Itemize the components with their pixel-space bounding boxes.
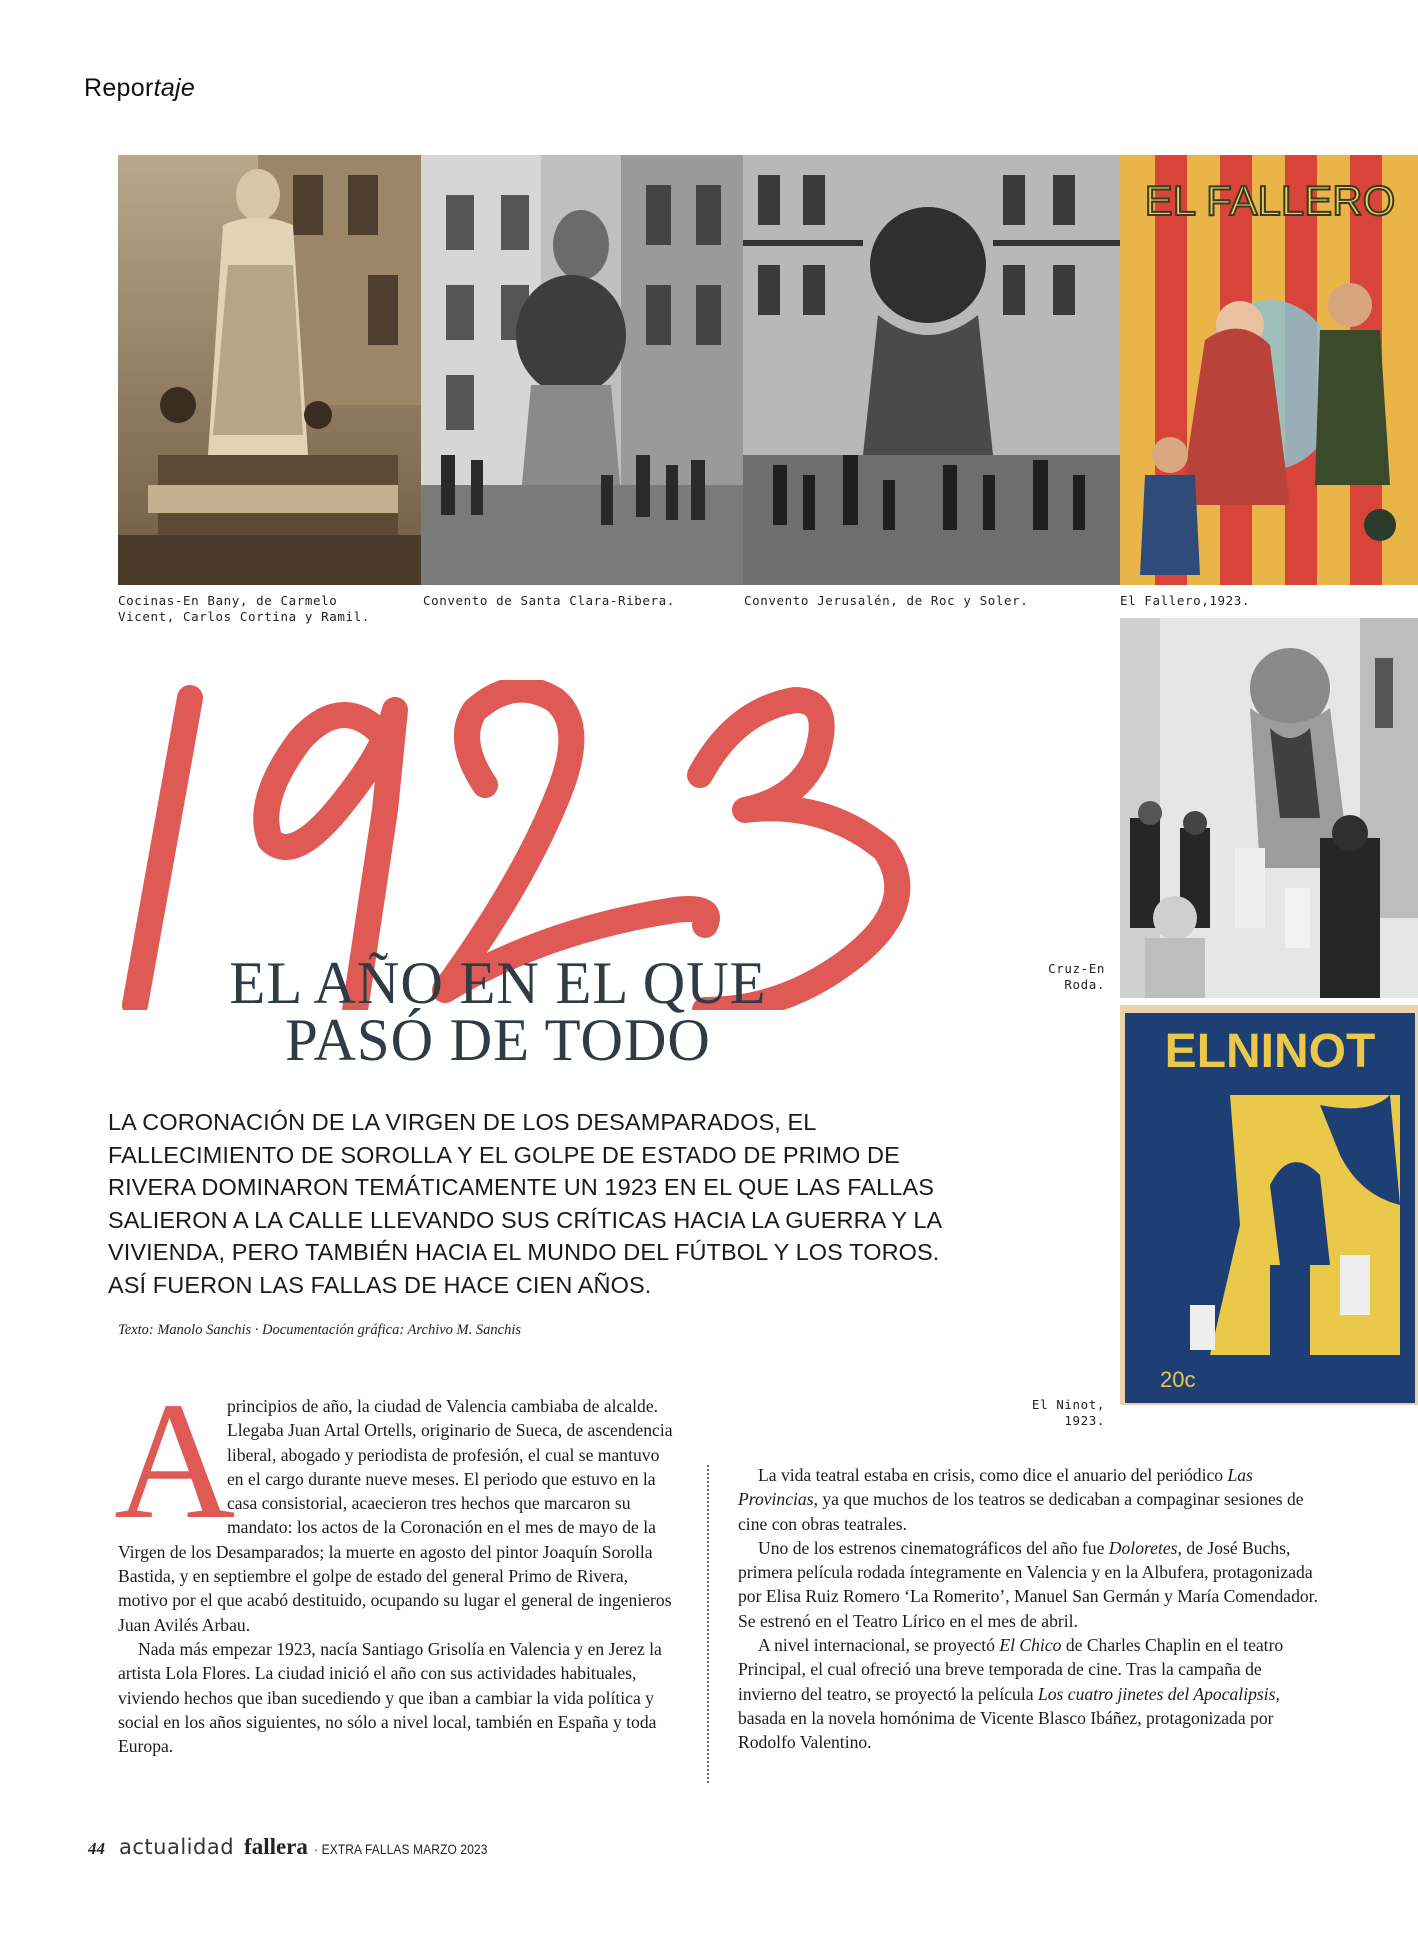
el-ninot-poster-title: ELNINOT — [1164, 1025, 1376, 1078]
magazine-name-bold: fallera — [244, 1834, 308, 1859]
page-footer — [88, 1834, 518, 1860]
photo-cruz-en-roda — [1120, 618, 1418, 998]
caption-convento-jerusalen: Convento Jerusalén, de Roc y Soler. — [744, 593, 1029, 608]
dek-summary: LA CORONACIÓN DE LA VIRGEN DE LOS DESAMPARADOS, EL FALLECIMIENTO DE SOROLLA Y EL GOLPE DE ESTADO DE PRIMO DE RIVERA DOMINARON TEMÁTICAMENTE UN 1923 EN EL QUE LAS FALLAS SALIERON A LA CALLE LLEVANDO SUS CRÍTICAS HACIA LA GUERRA Y LA VIVIENDA, PERO TAMBIÉN HACIA EL MUNDO DEL FÚTBOL Y LOS TOROS. ASÍ FUERON LAS FALLAS DE HACE CIEN AÑOS. — [108, 1109, 941, 1298]
headline-line-1: EL AÑO EN EL QUE — [229, 950, 767, 1016]
photo-cocinas-en-bany — [118, 155, 421, 585]
section-label — [84, 74, 195, 103]
article-column-1 — [114, 1368, 678, 1758]
article-credits: Texto: Manolo Sanchis · Documentación gráfica: Archivo M. Sanchis — [118, 1322, 521, 1338]
photo-el-fallero-poster — [1120, 155, 1418, 585]
photo-convento-jerusalen — [743, 155, 1120, 585]
photo-el-ninot-poster — [1120, 1005, 1418, 1405]
caption-cruz-en-roda: Cruz-En Roda. — [1048, 961, 1105, 992]
headline — [116, 950, 880, 1073]
column-divider — [707, 1465, 709, 1783]
article-paragraph: A principios de año, la ciudad de Valencia cambiaba de alcalde. Llegaba Juan Artal Ortells, originario de Sueca, de ascendencia liberal, abogado y periodista de profesión, el cual se mantuvo en el cargo durante nueve meses. El periodo que estuvo en la casa consistorial, acaecieron tres hechos que marcaron su mandato: los actos de la Coronación en el mes de mayo de la Virgen de los Desamparados; la muerte en agosto del pintor Joaquín Sorolla Bastida, y en septiembre el golpe de estado del general Primo de Rivera, motivo por el que acabó destituido, ocupando su lugar el general de ingenieros Juan Avilés Arbau. — [114, 1368, 673, 1635]
article-paragraph: Nada más empezar 1923, nacía Santiago Grisolía en Valencia y en Jerez la artista Lola Flores. La ciudad inició el año con sus actividades habituales, viviendo hechos que iban sucediendo y que iban a cambiar la vida política y social en los años siguientes, no sólo a nivel local, también en España y toda Europa. — [118, 1638, 662, 1757]
caption-cocinas-en-bany: Cocinas-En Bany, de Carmelo Vicent, Carlos Cortina y Ramil. — [118, 593, 370, 624]
article-column-2 — [738, 1463, 1318, 1755]
article-paragraph: Uno de los estrenos cinematográficos del año fue Doloretes, de José Buchs, primera película rodada íntegramente en Valencia y en la Albufera, protagonizada por Elisa Ruiz Romero ‘La Romerito’, Manuel San Germán y María Comendador. Se estrenó en el Teatro Lírico en el mes de abril. — [738, 1537, 1318, 1631]
newspaper-title: Las Provincias — [738, 1465, 1253, 1510]
svg-text:20c: 20c — [1160, 1367, 1196, 1392]
caption-santa-clara-ribera: Convento de Santa Clara-Ribera. — [423, 593, 675, 608]
article-paragraph: La vida teatral estaba en crisis, como dice el anuario del periódico Las Provincias, ya que muchos de los teatros se dedicaban a compaginar sesiones de cine con obras teatrales. — [738, 1465, 1304, 1534]
caption-el-ninot: El Ninot, 1923. — [1031, 1397, 1105, 1428]
section-label-italic: taje — [153, 74, 196, 102]
page-number: 44 — [88, 1839, 105, 1858]
el-fallero-poster-title: EL FALLERO — [1144, 177, 1396, 224]
drop-cap: A — [114, 1368, 236, 1554]
film-title: Doloretes — [1108, 1537, 1178, 1558]
year-digit-2 — [445, 690, 707, 990]
headline-line-2: PASÓ DE TODO — [285, 1007, 711, 1073]
film-title: Los cuatro jinetes del Apocalipsis — [1037, 1683, 1276, 1704]
film-title: El Chico — [999, 1635, 1062, 1656]
magazine-name-light: actualidad — [119, 1835, 235, 1859]
article-paragraph: A nivel internacional, se proyectó El Chico de Charles Chaplin en el teatro Principal, el cual ofreció una breve temporada de cine. Tras la campaña de invierno del teatro, se proyectó la película Los cuatro jinetes del Apocalipsis, basada en la novela homónima de Vicente Blasco Ibáñez, protagonizada por Rodolfo Valentino. — [738, 1635, 1284, 1753]
photo-santa-clara-ribera — [421, 155, 743, 585]
section-label-regular: Repor — [84, 74, 154, 102]
caption-el-fallero: El Fallero,1923. — [1120, 593, 1251, 608]
issue-label: · EXTRA FALLAS MARZO 2023 — [313, 1841, 488, 1857]
